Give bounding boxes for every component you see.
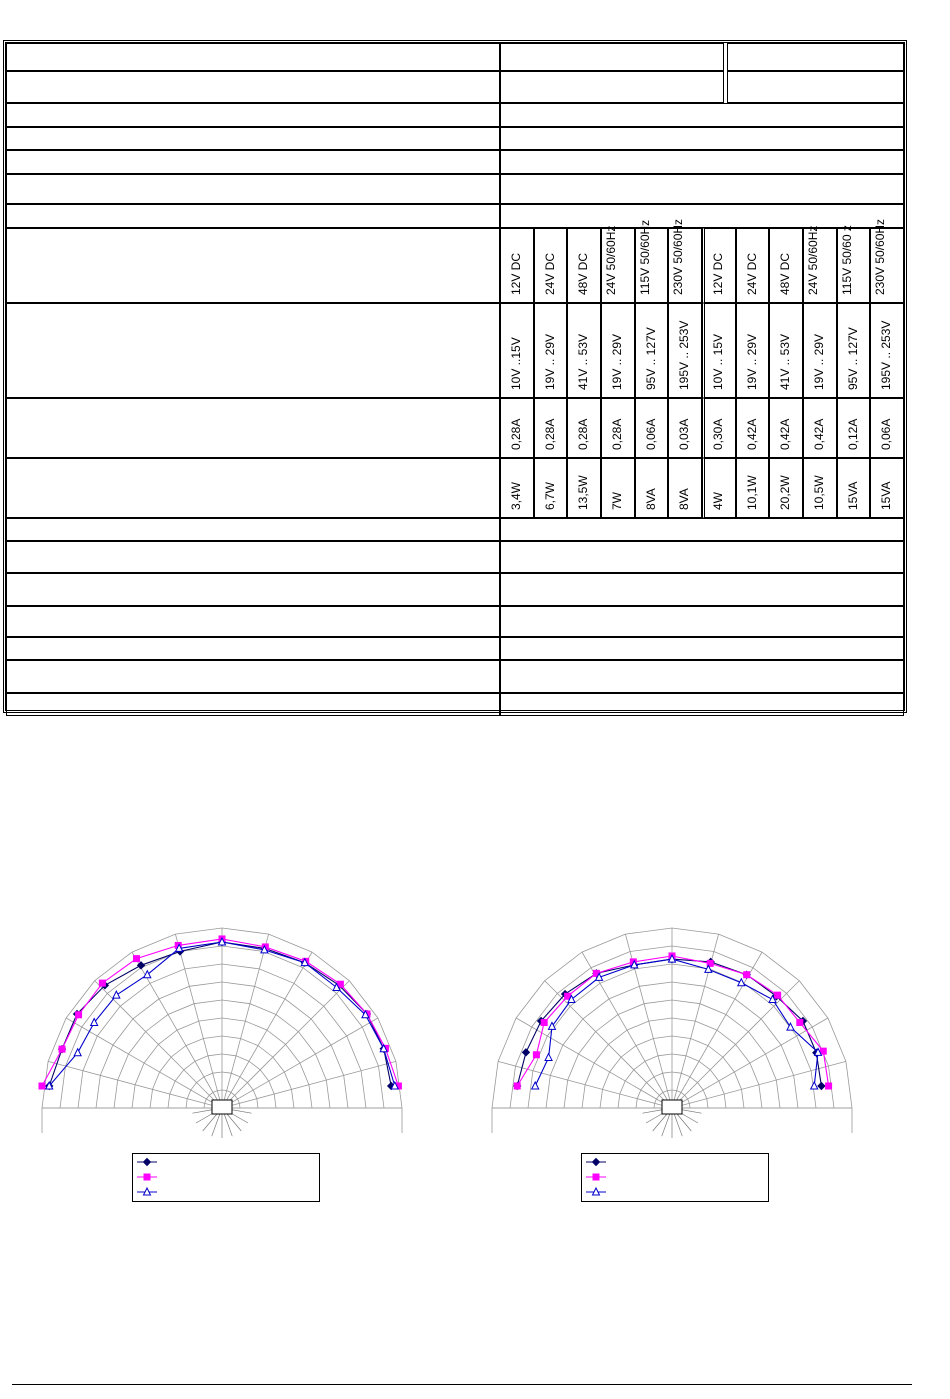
sensor-box <box>662 1100 682 1114</box>
data-point <box>825 1083 832 1090</box>
power-value: 20,2W <box>778 475 793 510</box>
voltage-range-value: 19V .. 29V <box>609 333 624 390</box>
current-value: 0,03A <box>677 418 692 450</box>
voltage-range-value: 19V .. 29V <box>811 333 826 390</box>
label-cell <box>6 204 500 228</box>
power-value: 8VA <box>643 488 658 510</box>
value-cell-b <box>727 43 904 71</box>
data-point <box>59 1046 66 1053</box>
supply-voltage-value: 115V 50/60 z <box>839 225 854 295</box>
series-1 <box>46 939 395 1090</box>
current-value: 0,42A <box>744 418 759 450</box>
data-point <box>133 955 140 962</box>
label-cell <box>6 174 500 204</box>
current-value: 0,06A <box>879 418 894 450</box>
label-cell <box>6 606 500 637</box>
voltage-range-value: 19V .. 29V <box>744 333 759 390</box>
data-point <box>74 1049 81 1056</box>
data-point <box>796 1019 803 1026</box>
label-cell <box>6 71 500 103</box>
label-cell <box>6 518 500 541</box>
grid-spoke <box>222 1061 396 1108</box>
supply-voltage-value: 12V DC <box>508 252 523 295</box>
voltage-range-value: 10V .. 15V <box>710 333 725 390</box>
data-point <box>99 980 106 987</box>
grid-spoke <box>222 934 269 1108</box>
voltage-range-value: 41V .. 53V <box>576 333 591 390</box>
power-value: 3,4W <box>508 481 523 510</box>
value-cell-a <box>500 43 724 71</box>
current-value: 0,42A <box>811 418 826 450</box>
legend-marker <box>144 1174 151 1181</box>
supply-voltage-value: 115V 50/60Hz <box>637 219 652 295</box>
data-point <box>545 1054 552 1061</box>
current-value: 0,12A <box>845 418 860 450</box>
sensor-box <box>212 1100 232 1114</box>
power-value: 4W <box>710 492 725 510</box>
label-cell <box>6 693 500 716</box>
grid-spoke <box>48 1061 222 1108</box>
data-point <box>774 992 781 999</box>
legend-right-swatches <box>582 1154 768 1201</box>
voltage-range-value: 10V ..15V <box>508 337 523 390</box>
label-cell <box>6 127 500 150</box>
grid-spoke <box>516 1018 672 1108</box>
current-value: 0,28A <box>542 418 557 450</box>
value-cell <box>500 103 904 127</box>
value-cell <box>500 573 904 606</box>
data-point <box>75 1011 82 1018</box>
value-cell <box>500 693 904 716</box>
data-point <box>522 1049 529 1056</box>
voltage-range-value: 195V .. 253V <box>677 320 692 390</box>
label-cell <box>6 660 500 693</box>
data-point <box>811 1082 818 1089</box>
value-cell <box>500 127 904 150</box>
legend-left-swatches <box>133 1154 319 1201</box>
supply-voltage-value: 48V DC <box>576 252 591 295</box>
footer-rule <box>12 1384 912 1385</box>
data-point <box>532 1082 539 1089</box>
supply-voltage-value: 24V 50/60Hz <box>603 225 618 295</box>
power-value: 15VA <box>845 481 860 510</box>
legend-marker <box>593 1174 600 1181</box>
data-point <box>533 1051 540 1058</box>
value-cell-b <box>727 71 904 103</box>
label-cell <box>6 637 500 660</box>
grid-spoke <box>222 1018 378 1108</box>
power-value: 6,7W <box>542 481 557 510</box>
label-cell <box>6 458 500 518</box>
label-cell <box>6 573 500 606</box>
voltage-range-value: 95V .. 127V <box>845 327 860 390</box>
supply-voltage-value: 230V 50/60Hz <box>671 218 686 295</box>
data-point <box>514 1083 521 1090</box>
current-value: 0,28A <box>609 418 624 450</box>
value-cell <box>500 174 904 204</box>
series-3 <box>532 955 822 1089</box>
data-point <box>818 1083 825 1090</box>
grid-spoke <box>672 1018 828 1108</box>
data-point <box>39 1083 46 1090</box>
series-2 <box>514 952 832 1089</box>
grid-spoke <box>175 934 222 1108</box>
label-cell <box>6 103 500 127</box>
value-cell <box>500 660 904 693</box>
label-cell <box>6 150 500 174</box>
label-cell <box>6 541 500 573</box>
current-value: 0,30A <box>710 418 725 450</box>
voltage-range-value: 195V .. 253V <box>879 320 894 390</box>
voltage-range-value: 95V .. 127V <box>643 327 658 390</box>
voltage-range-value: 19V .. 29V <box>542 333 557 390</box>
supply-voltage-value: 230V 50/60Hz <box>873 218 888 295</box>
supply-voltage-value: 12V DC <box>710 252 725 295</box>
value-cell <box>500 518 904 541</box>
supply-voltage-value: 24V DC <box>744 252 759 295</box>
power-value: 10,5W <box>811 475 826 510</box>
label-cell <box>6 303 500 398</box>
supply-voltage-value: 24V DC <box>542 252 557 295</box>
supply-voltage-value: 24V 50/60Hz <box>805 225 820 295</box>
current-value: 0,28A <box>508 418 523 450</box>
power-value: 8VA <box>677 488 692 510</box>
legend-marker <box>593 1159 600 1166</box>
current-value: 0,42A <box>778 418 793 450</box>
legend-left <box>132 1153 320 1202</box>
series-1 <box>514 956 825 1090</box>
power-value: 13,5W <box>576 475 591 510</box>
value-cell <box>500 637 904 660</box>
grid-spoke <box>498 1061 672 1108</box>
voltage-range-value: 41V .. 53V <box>778 333 793 390</box>
current-value: 0,06A <box>643 418 658 450</box>
series-line <box>42 939 398 1086</box>
series-line <box>517 956 828 1086</box>
value-cell-a <box>500 71 724 103</box>
value-cell <box>500 150 904 174</box>
series-line <box>517 959 821 1086</box>
supply-voltage-value: 48V DC <box>778 252 793 295</box>
power-value: 15VA <box>879 481 894 510</box>
value-cell <box>500 606 904 637</box>
power-value: 7W <box>609 492 624 510</box>
data-point <box>541 1019 548 1026</box>
legend-right <box>581 1153 769 1202</box>
data-point <box>743 971 750 978</box>
current-value: 0,28A <box>576 418 591 450</box>
grid-spoke <box>222 952 312 1108</box>
label-cell <box>6 398 500 458</box>
value-cell <box>500 541 904 573</box>
legend-marker <box>144 1159 151 1166</box>
data-point <box>113 991 120 998</box>
label-cell <box>6 43 500 71</box>
label-cell <box>6 228 500 303</box>
power-value: 10,1W <box>744 475 759 510</box>
